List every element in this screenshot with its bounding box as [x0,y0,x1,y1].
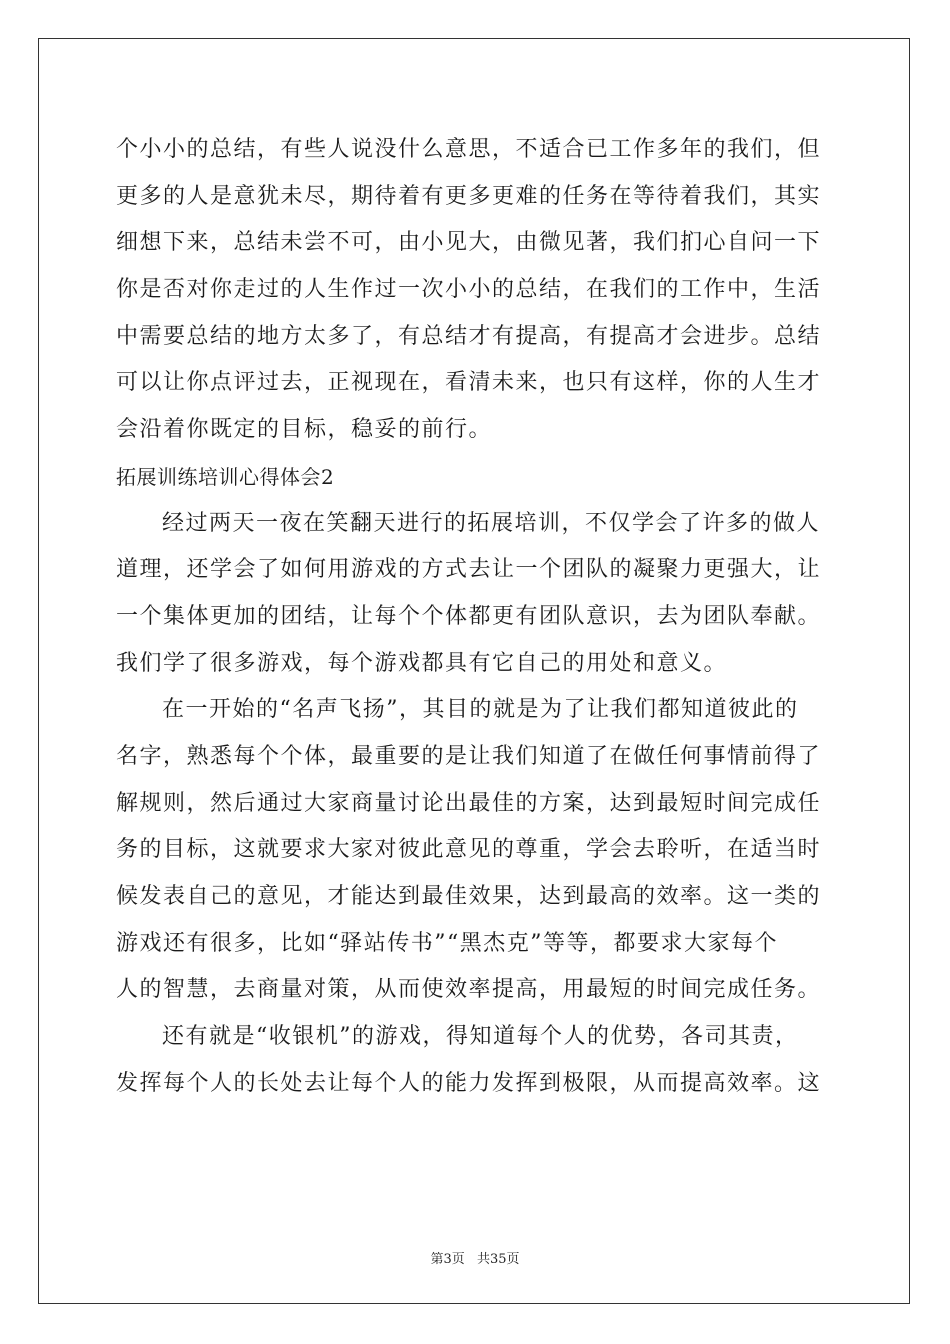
body-line: 道理，还学会了如何用游戏的方式去让一个团队的凝聚力更强大，让 [116,557,822,583]
body-line: 中需要总结的地方太多了，有总结才有提高，有提高才会进步。总结 [116,323,822,349]
paragraph-first-line: 在一开始的“名声飞扬”，其目的就是为了让我们都知道彼此的 [162,697,799,723]
paragraph-first-line: 还有就是“收银机”的游戏，得知道每个人的优势，各司其责， [162,1024,799,1050]
body-line: 务的目标，这就要求大家对彼此意见的尊重，学会去聆听，在适当时 [116,837,822,863]
body-line: 会沿着你既定的目标，稳妥的前行。 [116,417,493,443]
body-line: 一个集体更加的团结，让每个个体都更有团队意识，去为团队奉献。 [116,603,822,629]
body-line: 候发表自己的意见，才能达到最佳效果，达到最高的效率。这一类的 [116,884,822,909]
body-line: 名字，熟悉每个个体，最重要的是让我们知道了在做任何事情前得了 [116,743,822,769]
body-line: 细想下来，总结未尝不可，由小见大，由微见著，我们扪心自问一下 [116,230,822,256]
body-line: 游戏还有很多，比如“驿站传书”“黑杰克”等等，都要求大家每个 [116,930,778,956]
body-line: 发挥每个人的长处去让每个人的能力发挥到极限，从而提高效率。这 [116,1070,822,1096]
document-body [116,127,832,1107]
body-line: 人的智慧，去商量对策，从而使效率提高，用最短的时间完成任务。 [116,977,822,1003]
section-heading: 拓展训练培训心得体会2 [116,464,335,489]
paragraph-first-line: 经过两天一夜在笑翻天进行的拓展培训，不仅学会了许多的做人 [162,510,821,536]
body-line: 解规则，然后通过大家商量讨论出最佳的方案，达到最短时间完成任 [116,790,822,816]
page-number: 第3页 [430,1252,465,1267]
body-line: 个小小的总结，有些人说没什么意思，不适合已工作多年的我们，但 [116,137,822,162]
body-line: 更多的人是意犹未尽，期待着有更多更难的任务在等待着我们，其实 [116,183,822,209]
body-line: 我们学了很多游戏，每个游戏都具有它自己的用处和意义。 [116,650,728,676]
page-footer [0,1248,950,1267]
body-line: 可以让你点评过去，正视现在，看清未来，也只有这样，你的人生才 [116,370,822,396]
body-line: 你是否对你走过的人生作过一次小小的总结，在我们的工作中，生活 [116,277,822,303]
page-total: 共35页 [476,1252,520,1267]
